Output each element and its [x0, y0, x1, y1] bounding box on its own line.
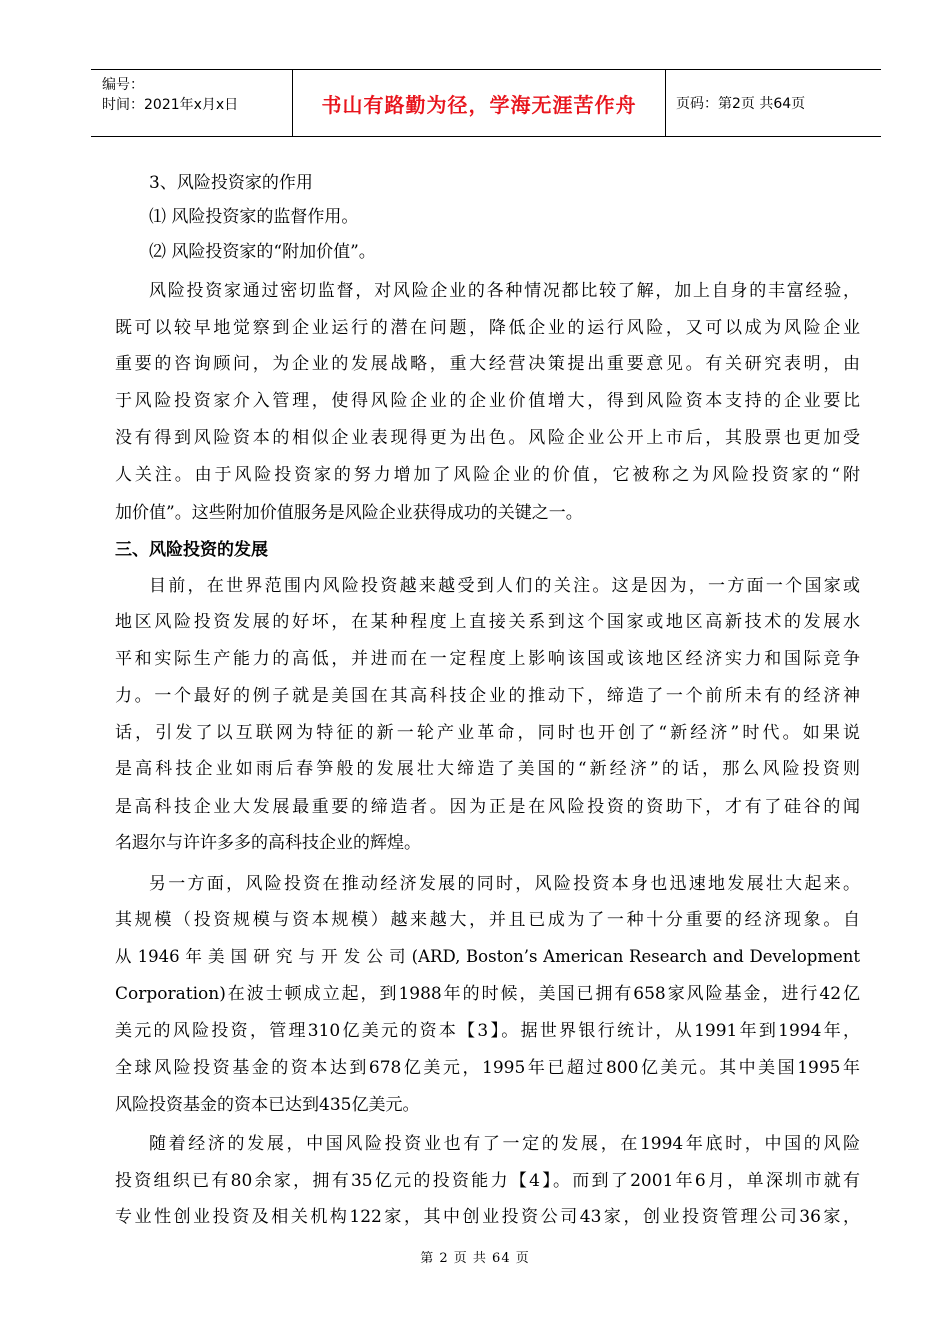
paragraph-line: 名遐尔与许许多多的高科技企业的辉煌。: [115, 833, 421, 853]
paragraph-line: 风险投资家通过密切监督，对风险企业的各种情况都比较了解，加上自身的丰富经验，: [149, 281, 860, 301]
header-page-number: 页码：第2页 共64页: [676, 96, 806, 112]
section-heading: 三、风险投资的发展: [115, 540, 268, 560]
header-table: [91, 69, 881, 137]
paragraph-line: 投资组织已有80余家，拥有35亿元的投资能力【4】。而到了2001年6月，单深圳市就有: [115, 1171, 860, 1191]
paragraph-line: 加价值”。这些附加价值服务是风险企业获得成功的关键之一。: [115, 503, 583, 523]
paragraph-line: 重要的咨询顾问，为企业的发展战略，重大经营决策提出重要意见。有关研究表明，由: [115, 354, 860, 374]
paragraph-line: 专业性创业投资及相关机构122家，其中创业投资公司43家，创业投资管理公司36家，: [115, 1207, 860, 1227]
header-motto: 书山有路勤为径，学海无涯苦作舟: [321, 92, 637, 117]
paragraph-line: 话，引发了以互联网为特征的新一轮产业革命，同时也开创了“新经济”时代。如果说: [115, 723, 860, 743]
paragraph-line: 风险投资基金的资本已达到435亿美元。: [115, 1095, 420, 1115]
paragraph-line: 美元的风险投资，管理310亿美元的资本【3】。据世界银行统计，从1991年到1994年，: [115, 1021, 860, 1041]
paragraph-line: 既可以较早地觉察到企业运行的潜在问题，降低企业的运行风险，又可以成为风险企业: [115, 318, 860, 338]
paragraph-line: 全球风险投资基金的资本达到678亿美元，1995年已超过800亿美元。其中美国1995年: [115, 1058, 860, 1078]
page-footer: 第 2 页 共 64 页: [420, 1251, 530, 1266]
list-item: ⑴ 风险投资家的监督作用。: [149, 207, 359, 227]
paragraph-line: 目前，在世界范围内风险投资越来越受到人们的关注。这是因为，一方面一个国家或: [149, 576, 860, 596]
paragraph-line: 于风险投资家介入管理，使得风险企业的企业价值增大，得到风险资本支持的企业要比: [115, 391, 860, 411]
paragraph-line: 其规模（投资规模与资本规模）越来越大，并且已成为了一种十分重要的经济现象。自: [115, 910, 860, 930]
list-item: ⑵ 风险投资家的“附加价值”。: [149, 242, 376, 262]
paragraph-line: 另一方面，风险投资在推动经济发展的同时，风险投资本身也迅速地发展壮大起来。: [149, 874, 860, 894]
paragraph-line: 平和实际生产能力的高低，并进而在一定程度上影响该国或该地区经济实力和国际竞争: [115, 649, 860, 669]
paragraph-line: 人关注。由于风险投资家的努力增加了风险企业的价值，它被称之为风险投资家的“附: [115, 465, 860, 485]
paragraph-line: 是高科技企业如雨后春笋般的发展壮大缔造了美国的“新经济”的话，那么风险投资则: [115, 759, 860, 779]
paragraph-line: Corporation)在波士顿成立起，到1988年的时候，美国已拥有658家风险基金，进行42亿: [115, 984, 860, 1004]
paragraph-line: 随着经济的发展，中国风险投资业也有了一定的发展，在1994年底时，中国的风险: [149, 1134, 860, 1154]
time-label: 时间：2021年x月x日: [102, 97, 239, 113]
paragraph-line: 力。一个最好的例子就是美国在其高科技企业的推动下，缔造了一个前所未有的经济神: [115, 686, 860, 706]
section-subheading: 3、风险投资家的作用: [149, 173, 313, 193]
paragraph-line: 是高科技企业大发展最重要的缔造者。因为正是在风险投资的资助下，才有了硅谷的闻: [115, 797, 860, 817]
paragraph-line: 地区风险投资发展的好坏，在某种程度上直接关系到这个国家或地区高新技术的发展水: [115, 612, 860, 632]
header-divider: [665, 70, 666, 136]
header-info: [91, 70, 292, 136]
serial-number-label: 编号：: [102, 77, 144, 93]
paragraph-line: 从 1946 年 美 国 研 究 与 开 发 公 司 (ARD, Boston’s American Research and Development: [115, 947, 860, 966]
paragraph-line: 没有得到风险资本的相似企业表现得更为出色。风险企业公开上市后，其股票也更加受: [115, 428, 860, 448]
